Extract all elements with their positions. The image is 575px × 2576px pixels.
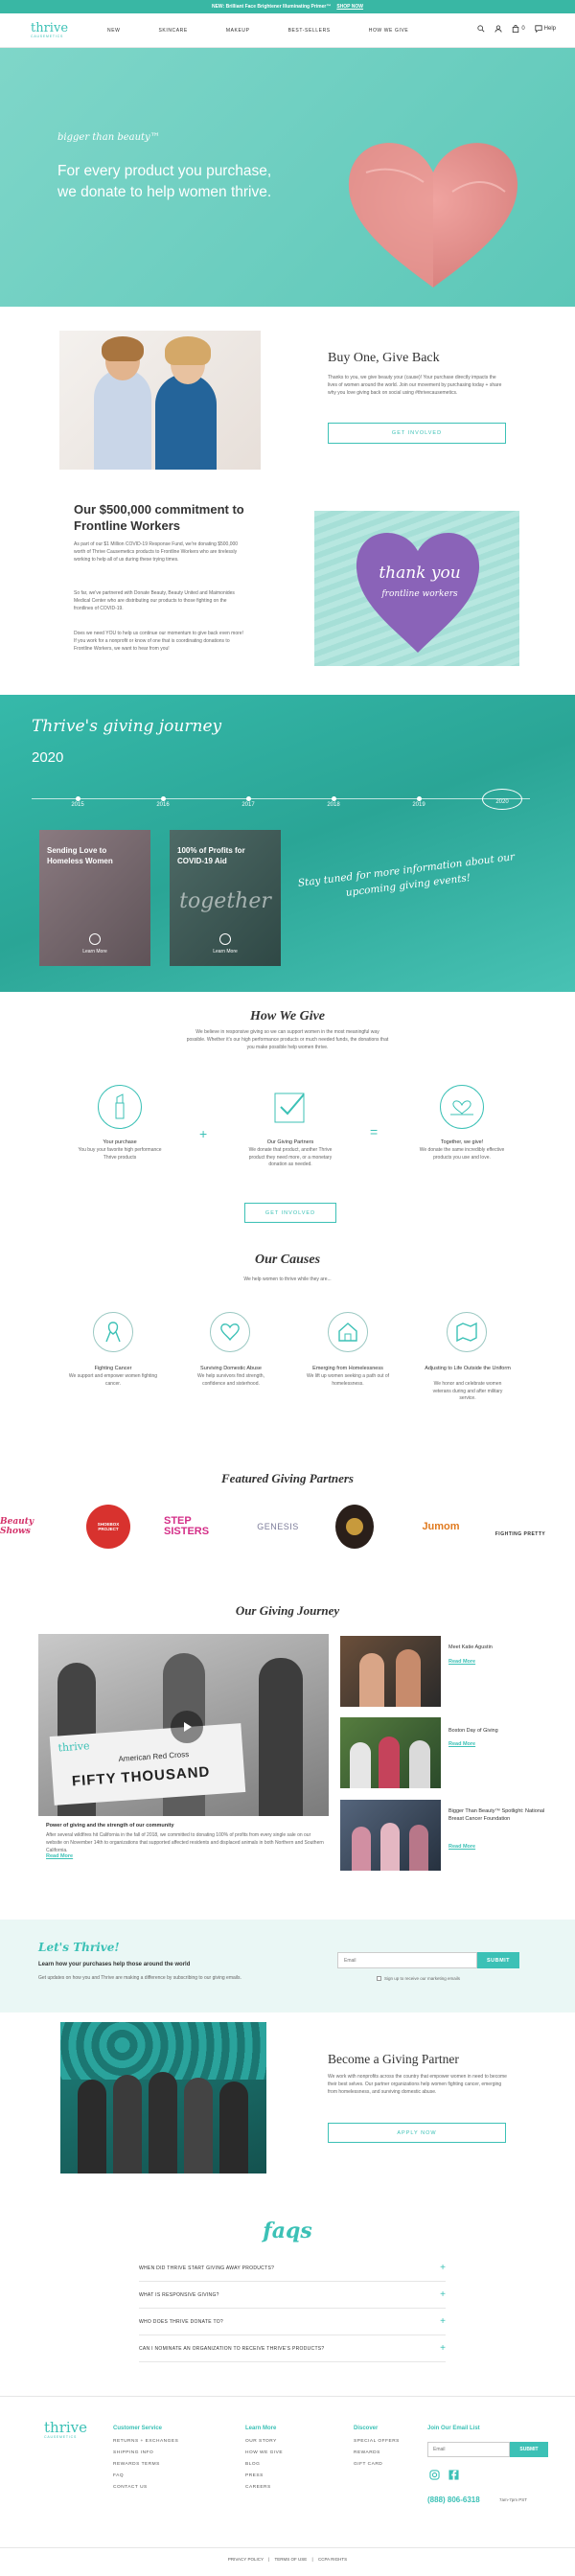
expand-plus-icon[interactable]: + bbox=[440, 2289, 446, 2300]
story-thumb-nbcf[interactable] bbox=[340, 1800, 441, 1871]
play-icon bbox=[181, 1721, 193, 1733]
cart-button[interactable] bbox=[512, 25, 524, 33]
partner-shoebox-text: SHOEBOX PROJECT bbox=[97, 1522, 120, 1531]
how-we-give-intro: We believe in responsive giving so we can support women in the most meaningful way possible. Whether it's our high performance products or much needed funds, the donations that you make possible help women thrive. bbox=[186, 1029, 389, 1050]
partners-step-icon bbox=[268, 1085, 312, 1129]
hero-headline: For every product you purchase, we donate to help women thrive. bbox=[58, 163, 272, 201]
footer-link[interactable]: FAQ bbox=[113, 2473, 125, 2478]
footer-col-title-service: Customer Service bbox=[113, 2426, 163, 2431]
commitment-text-1: As part of our $1 Million COVID-19 Response Fund, we're donating $500,000 worth of Thrive Causemetics products to Frontline Workers who are tirelessly working to help all of us during these trying times. bbox=[74, 541, 239, 563]
homelessness-cause-icon bbox=[328, 1312, 368, 1352]
bag-icon bbox=[512, 25, 519, 33]
footer-email-title: Join Our Email List bbox=[427, 2426, 480, 2431]
card-title: Sending Love to Homeless Women bbox=[47, 846, 113, 866]
check-amount: FIFTY THOUSAND bbox=[71, 1763, 211, 1790]
commitment-title: Our $500,000 commitment to Frontline Workers bbox=[74, 502, 244, 533]
purchase-step-icon bbox=[98, 1085, 142, 1129]
hero-tagline: bigger than beauty™ bbox=[58, 132, 160, 143]
partner-logo-round[interactable] bbox=[335, 1505, 374, 1549]
cause-title-veterans: Adjusting to Life Outside the Uniform bbox=[425, 1366, 511, 1371]
giveback-signup-section bbox=[0, 1920, 575, 2012]
partner-logo-step-sisters[interactable] bbox=[157, 1505, 228, 1549]
footer-phone[interactable]: (888) 806-6318 bbox=[427, 2496, 480, 2504]
partner-logo-shoebox[interactable] bbox=[86, 1505, 130, 1549]
footer-col-title-discover: Discover bbox=[354, 2426, 379, 2431]
site-header bbox=[0, 13, 575, 48]
search-icon[interactable] bbox=[477, 25, 485, 33]
footer-logo-text: thrive bbox=[44, 2419, 88, 2436]
house-icon bbox=[337, 1322, 358, 1343]
heart-text-frontline: frontline workers bbox=[381, 589, 458, 599]
logo-sub: CAUSEMETICS bbox=[31, 34, 64, 38]
giving-partner-title: Become a Giving Partner bbox=[328, 2052, 459, 2066]
giving-journey-section bbox=[0, 695, 575, 992]
cause-title-cancer: Fighting Cancer bbox=[94, 1366, 132, 1371]
buy-one-title: Buy One, Give Back bbox=[328, 351, 440, 365]
get-involved-button-2[interactable]: GET INVOLVED bbox=[244, 1203, 336, 1223]
chat-icon bbox=[535, 25, 542, 33]
faq-question: WHEN DID THRIVE START GIVING AWAY PRODUCTS? bbox=[139, 2265, 275, 2271]
timeline-year-2019[interactable]: 2019 bbox=[412, 802, 426, 808]
plus-sign: + bbox=[199, 1126, 208, 1141]
footer-link[interactable]: BLOG bbox=[245, 2462, 261, 2467]
timeline-year-2018[interactable]: 2018 bbox=[327, 802, 340, 808]
cause-text-veterans: We honor and celebrate women veterans during and after military service. bbox=[432, 1381, 503, 1401]
footer-link[interactable]: RETURNS + EXCHANGES bbox=[113, 2439, 179, 2444]
cart-count: 0 bbox=[521, 26, 525, 32]
card-learn-more[interactable]: Learn More bbox=[213, 949, 238, 954]
expand-plus-icon[interactable]: + bbox=[440, 2316, 446, 2327]
partner-logo-jumom[interactable] bbox=[407, 1505, 474, 1549]
legal-privacy[interactable]: PRIVACY POLICY bbox=[227, 2557, 264, 2562]
thank-you-heart-image bbox=[314, 511, 519, 666]
purple-heart-icon bbox=[355, 522, 481, 655]
footer-logo-sub: CAUSEMETICS bbox=[44, 2435, 78, 2439]
signup-text: Get updates on how you and Thrive are making a difference by subscribing to our giving emails. bbox=[38, 1975, 242, 1981]
footer-logo[interactable] bbox=[44, 2421, 87, 2440]
footer-link[interactable]: CONTACT US bbox=[113, 2485, 148, 2490]
journey-card-covid[interactable] bbox=[170, 830, 281, 966]
step-title-partners: Our Giving Partners bbox=[266, 1139, 314, 1145]
instagram-icon[interactable] bbox=[429, 2470, 440, 2480]
site-logo[interactable] bbox=[31, 22, 68, 39]
timeline-year-2016[interactable]: 2016 bbox=[156, 802, 170, 808]
footer-link[interactable]: CAREERS bbox=[245, 2485, 271, 2490]
signup-subtitle: Learn how your purchases help those around the world bbox=[38, 1962, 191, 1967]
nav-item-skincare[interactable]: SKINCARE bbox=[158, 28, 188, 34]
expand-plus-icon[interactable]: + bbox=[440, 2263, 446, 2273]
footer-link[interactable]: SPECIAL OFFERS bbox=[354, 2439, 400, 2444]
timeline-dot bbox=[76, 796, 80, 801]
step-text-together: We donate the same incredibly effective products you use and love. bbox=[419, 1147, 505, 1161]
promo-shop-link[interactable]: SHOP NOW bbox=[336, 4, 364, 10]
footer-link[interactable]: PRESS bbox=[245, 2473, 264, 2478]
nav-item-new[interactable]: NEW bbox=[107, 28, 121, 34]
lipstick-icon bbox=[110, 1093, 129, 1120]
legal-links bbox=[0, 2557, 575, 2562]
faq-question: WHAT IS RESPONSIVE GIVING? bbox=[139, 2291, 219, 2298]
partner-logo-beauty-shows[interactable] bbox=[0, 1505, 56, 1549]
card-title: 100% of Profits for COVID-19 Aid bbox=[177, 846, 245, 866]
faq-item[interactable] bbox=[139, 2255, 446, 2282]
how-we-give-title: How We Give bbox=[249, 1009, 326, 1024]
partner-step-sisters-text: STEP SISTERS bbox=[164, 1515, 210, 1537]
logo-text: thrive bbox=[31, 21, 69, 35]
timeline-dot bbox=[332, 796, 336, 801]
partner-group-photo bbox=[60, 2022, 266, 2174]
heart-icon bbox=[219, 1322, 241, 1342]
nav-item-makeup[interactable]: MAKEUP bbox=[225, 28, 250, 34]
commitment-text-2: So far, we've partnered with Donate Beauty, Beauty United and Maimonides Medical Center who are distributing our products to those fighting on the frontlines of COVID-19. bbox=[74, 590, 235, 611]
cause-title-abuse: Surviving Domestic Abuse bbox=[200, 1366, 262, 1371]
card-learn-more[interactable]: Learn More bbox=[82, 949, 107, 954]
facebook-icon[interactable] bbox=[448, 2470, 459, 2480]
footer-link[interactable]: HOW WE GIVE bbox=[245, 2450, 284, 2455]
timeline-year-2017[interactable]: 2017 bbox=[242, 802, 255, 808]
timeline-dot bbox=[246, 796, 251, 801]
veterans-cause-icon bbox=[447, 1312, 487, 1352]
story-title-katie: Meet Katie Agustin bbox=[448, 1644, 493, 1650]
faq-question: CAN I NOMINATE AN ORGANIZATION TO RECEIVE THRIVE'S PRODUCTS? bbox=[139, 2345, 325, 2352]
partner-round-emblem bbox=[346, 1518, 363, 1535]
partner-fighting-pretty-text: FIGHTING PRETTY bbox=[494, 1531, 546, 1537]
header-icons bbox=[477, 25, 556, 33]
heart-text-thank-you: thank you bbox=[379, 564, 461, 583]
timeline-line bbox=[32, 798, 530, 799]
equals-sign: = bbox=[370, 1124, 379, 1139]
checkbox-icon bbox=[271, 1088, 310, 1126]
footer-email-input[interactable] bbox=[427, 2442, 510, 2457]
apply-now-button[interactable]: APPLY NOW bbox=[328, 2123, 506, 2143]
footer-link[interactable]: GIFT CARD bbox=[354, 2462, 383, 2467]
causes-subtitle: We help women to thrive while they are... bbox=[243, 1276, 332, 1282]
causes-title: Our Causes bbox=[254, 1253, 321, 1267]
footer-link[interactable]: REWARDS TERMS bbox=[113, 2462, 160, 2467]
main-story-text: After several wildfires hit California in the fall of 2018, we committed to donating 100% of profits from every single sale on our website on November 14th to organizations that supported affected residents and displaced animals in both Northern and Southern California. bbox=[46, 1832, 324, 1853]
timeline-year-2015[interactable]: 2015 bbox=[71, 802, 84, 808]
blush-heart-image bbox=[337, 115, 529, 297]
abuse-cause-icon bbox=[210, 1312, 250, 1352]
expand-plus-icon[interactable]: + bbox=[440, 2343, 446, 2354]
help-label: Help bbox=[543, 26, 556, 32]
signup-submit-button[interactable]: SUBMIT bbox=[477, 1952, 519, 1968]
marketing-checkbox[interactable] bbox=[377, 1976, 381, 1981]
footer-link[interactable]: OUR STORY bbox=[245, 2439, 277, 2444]
account-icon[interactable] bbox=[494, 25, 502, 33]
marketing-checkbox-label: Sign up to receive our marketing emails bbox=[384, 1976, 461, 1981]
legal-terms[interactable]: TERMS OF USE bbox=[274, 2557, 308, 2562]
cancer-cause-icon bbox=[93, 1312, 133, 1352]
footer-link[interactable]: SHIPPING INFO bbox=[113, 2450, 154, 2455]
play-icon[interactable] bbox=[219, 933, 231, 945]
two-women-photo bbox=[59, 331, 261, 470]
journey-card-homeless[interactable] bbox=[39, 830, 150, 966]
commitment-text-3: Does we need YOU to help us continue our momentum to give back even more! If you work for a nonprofit or know of one that is coordinating donations to Frontline Workers, we want to hear from you! bbox=[74, 631, 243, 652]
step-title-purchase: Your purchase bbox=[103, 1139, 137, 1145]
step-text-purchase: You buy your favorite high performance Thrive products bbox=[78, 1147, 162, 1161]
faq-question: WHO DOES THRIVE DONATE TO? bbox=[139, 2318, 223, 2325]
timeline-dot bbox=[161, 796, 166, 801]
partner-logo-fighting-pretty[interactable] bbox=[489, 1505, 552, 1549]
giving-partner-text: We work with nonprofits across the country that empower women in need to become their best selves. Our partner organizations help women fighting cancer, emerging from homelessness, and surviving domestic abuse. bbox=[328, 2074, 507, 2095]
cause-title-homelessness: Emerging from Homelessness bbox=[312, 1366, 383, 1371]
step-title-together: Together, we give! bbox=[440, 1139, 484, 1145]
check-org: American Red Cross bbox=[118, 1749, 190, 1764]
footer-divider bbox=[0, 2396, 575, 2397]
cause-text-abuse: We help survivors find strength, confidence and sisterhood. bbox=[197, 1373, 264, 1387]
partner-genesis-text: GENESIS bbox=[257, 1522, 299, 1531]
journey-year: 2020 bbox=[32, 749, 64, 766]
story-thumb-katie[interactable] bbox=[340, 1636, 441, 1707]
legal-separator: | bbox=[268, 2557, 270, 2562]
legal-separator: | bbox=[311, 2557, 313, 2562]
help-button[interactable] bbox=[535, 25, 556, 33]
giant-check bbox=[50, 1723, 246, 1806]
hand-heart-icon bbox=[448, 1095, 475, 1118]
get-involved-button[interactable]: GET INVOLVED bbox=[328, 423, 506, 444]
ribbon-icon bbox=[104, 1321, 123, 1344]
signup-email-input[interactable] bbox=[337, 1952, 477, 1968]
footer-link[interactable]: REWARDS bbox=[354, 2450, 380, 2455]
step-text-partners: We donate that product, another Thrive product they need more, or a monetary donation as needed. bbox=[248, 1147, 333, 1167]
legal-ccpa[interactable]: CCPA RIGHTS bbox=[317, 2557, 348, 2562]
buy-one-text: Thanks to you, we give beauty your (cause)! Your purchase directly impacts the lives of women around the world. Join our movement by purchasing today + share why you love giving back on social using #thrivecausemetics. bbox=[328, 375, 502, 396]
partners-title: Featured Giving Partners bbox=[221, 1471, 354, 1485]
video-play-button[interactable] bbox=[171, 1711, 203, 1743]
card-overlay-text: together bbox=[179, 889, 271, 913]
main-nav bbox=[107, 28, 447, 34]
footer-col-title-learn: Learn More bbox=[245, 2426, 277, 2431]
promo-bar bbox=[0, 0, 575, 13]
promo-text: NEW: Brilliant Face Brightener Illuminating Primer™ bbox=[211, 4, 332, 10]
check-presentation-photo[interactable] bbox=[38, 1634, 329, 1816]
main-story-read-more[interactable]: Read More bbox=[46, 1853, 74, 1859]
faq-item[interactable] bbox=[139, 2335, 446, 2362]
partner-logo-genesis[interactable] bbox=[240, 1505, 316, 1549]
footer-hours: 7am-7pm PST bbox=[499, 2497, 528, 2502]
main-story-title: Power of giving and the strength of our community bbox=[46, 1823, 174, 1828]
story-title-nbcf: Bigger Than Beauty™ Spotlight: National Breast Cancer Foundation bbox=[448, 1808, 545, 1822]
timeline-year-2020[interactable]: 2020 bbox=[495, 799, 509, 805]
journey-title: Thrive's giving journey bbox=[32, 717, 222, 736]
play-icon[interactable] bbox=[89, 933, 101, 945]
story-read-more-nbcf[interactable]: Read More bbox=[448, 1844, 476, 1850]
story-read-more-katie[interactable]: Read More bbox=[448, 1659, 476, 1665]
hero-banner bbox=[0, 48, 575, 307]
check-logo: thrive bbox=[58, 1739, 90, 1755]
timeline-dot bbox=[417, 796, 422, 801]
faq-item[interactable] bbox=[139, 2282, 446, 2309]
nav-item-how-we-give[interactable]: HOW WE GIVE bbox=[368, 28, 409, 34]
story-title-boston: Boston Day of Giving bbox=[448, 1728, 498, 1734]
signup-title: Let's Thrive! bbox=[38, 1941, 120, 1954]
together-step-icon bbox=[440, 1085, 484, 1129]
nav-item-best-sellers[interactable]: BEST-SELLERS bbox=[288, 28, 331, 34]
cause-text-homelessness: We lift up women seeking a path out of homelessness. bbox=[306, 1373, 390, 1387]
faq-item[interactable] bbox=[139, 2309, 446, 2335]
story-read-more-boston[interactable]: Read More bbox=[448, 1741, 476, 1747]
footer-submit-button[interactable]: SUBMIT bbox=[510, 2442, 548, 2457]
story-thumb-boston[interactable] bbox=[340, 1717, 441, 1788]
stay-tuned-text: Stay tuned for more information about our upcoming giving events! bbox=[297, 851, 516, 900]
giving-journey-title: Our Giving Journey bbox=[235, 1603, 340, 1618]
map-icon bbox=[455, 1322, 478, 1343]
cause-text-cancer: We support and empower women fighting cancer. bbox=[68, 1373, 158, 1387]
partner-beauty-shows-text: Beauty Shows bbox=[0, 1517, 34, 1536]
faqs-title: faqs bbox=[263, 2219, 312, 2243]
legal-divider bbox=[0, 2547, 575, 2548]
partner-jumom-text: Jumom bbox=[422, 1521, 460, 1532]
